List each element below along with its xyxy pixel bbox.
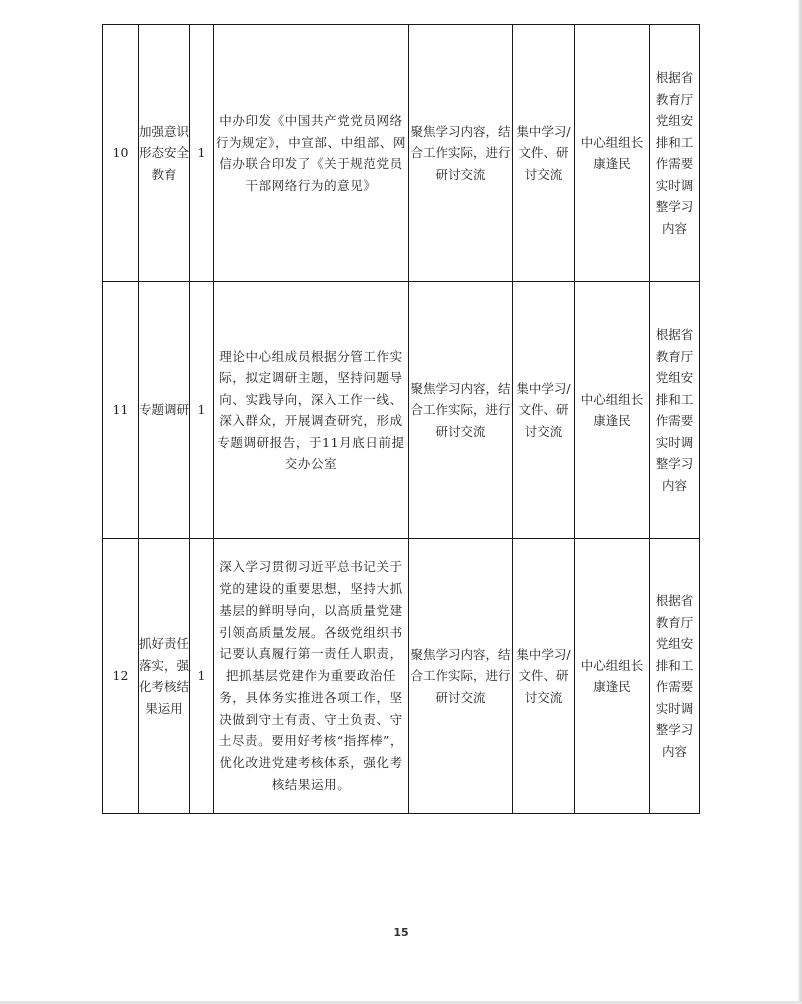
study-form: 聚焦学习内容，结合工作实际，进行研讨交流 bbox=[409, 25, 513, 282]
study-method: 集中学习/文件、研讨交流 bbox=[513, 282, 575, 539]
row-number: 11 bbox=[103, 282, 139, 539]
page-edge-shadow bbox=[798, 0, 802, 1004]
table-row bbox=[103, 539, 700, 814]
table-row bbox=[103, 25, 700, 282]
session-count: 1 bbox=[190, 539, 214, 814]
study-content: 理论中心组成员根据分管工作实际，拟定调研主题，坚持问题导向、实践导向，深入工作一线、深入群众，开展调查研究，形成专题调研报告，于11月底日前提交办公室 bbox=[214, 282, 409, 539]
topic-name: 加强意识形态安全教育 bbox=[139, 25, 190, 282]
study-method: 集中学习/文件、研讨交流 bbox=[513, 25, 575, 282]
responsible-person: 中心组组长康逢民 bbox=[575, 282, 650, 539]
responsible-person: 中心组组长康逢民 bbox=[575, 539, 650, 814]
responsible-person: 中心组组长康逢民 bbox=[575, 25, 650, 282]
remarks: 根据省教育厅党组安排和工作需要实时调整学习内容 bbox=[650, 282, 700, 539]
topic-name: 专题调研 bbox=[139, 282, 190, 539]
study-plan-table bbox=[102, 24, 700, 814]
topic-name: 抓好责任落实，强化考核结果运用 bbox=[139, 539, 190, 814]
page-number: 15 bbox=[393, 926, 409, 939]
row-number: 12 bbox=[103, 539, 139, 814]
study-content: 中办印发《中国共产党党员网络行为规定》，中宣部、中组部、网信办联合印发了《关于规范党员干部网络行为的意见》 bbox=[214, 25, 409, 282]
remarks: 根据省教育厅党组安排和工作需要实时调整学习内容 bbox=[650, 25, 700, 282]
table-row bbox=[103, 282, 700, 539]
study-content: 深入学习贯彻习近平总书记关于党的建设的重要思想，坚持大抓基层的鲜明导向，以高质量党建引领高质量发展。各级党组织书记要认真履行第一责任人职责，把抓基层党建作为重要政治任务，具体务实推进各项工作，坚决做到守土有责、守土负责、守土尽责。要用好考核“指挥棒”，优化改进党建考核体系，强化考核结果运用。 bbox=[214, 539, 409, 814]
session-count: 1 bbox=[190, 25, 214, 282]
study-form: 聚焦学习内容，结合工作实际，进行研讨交流 bbox=[409, 282, 513, 539]
study-method: 集中学习/文件、研讨交流 bbox=[513, 539, 575, 814]
study-form: 聚焦学习内容，结合工作实际，进行研讨交流 bbox=[409, 539, 513, 814]
session-count: 1 bbox=[190, 282, 214, 539]
row-number: 10 bbox=[103, 25, 139, 282]
remarks: 根据省教育厅党组安排和工作需要实时调整学习内容 bbox=[650, 539, 700, 814]
